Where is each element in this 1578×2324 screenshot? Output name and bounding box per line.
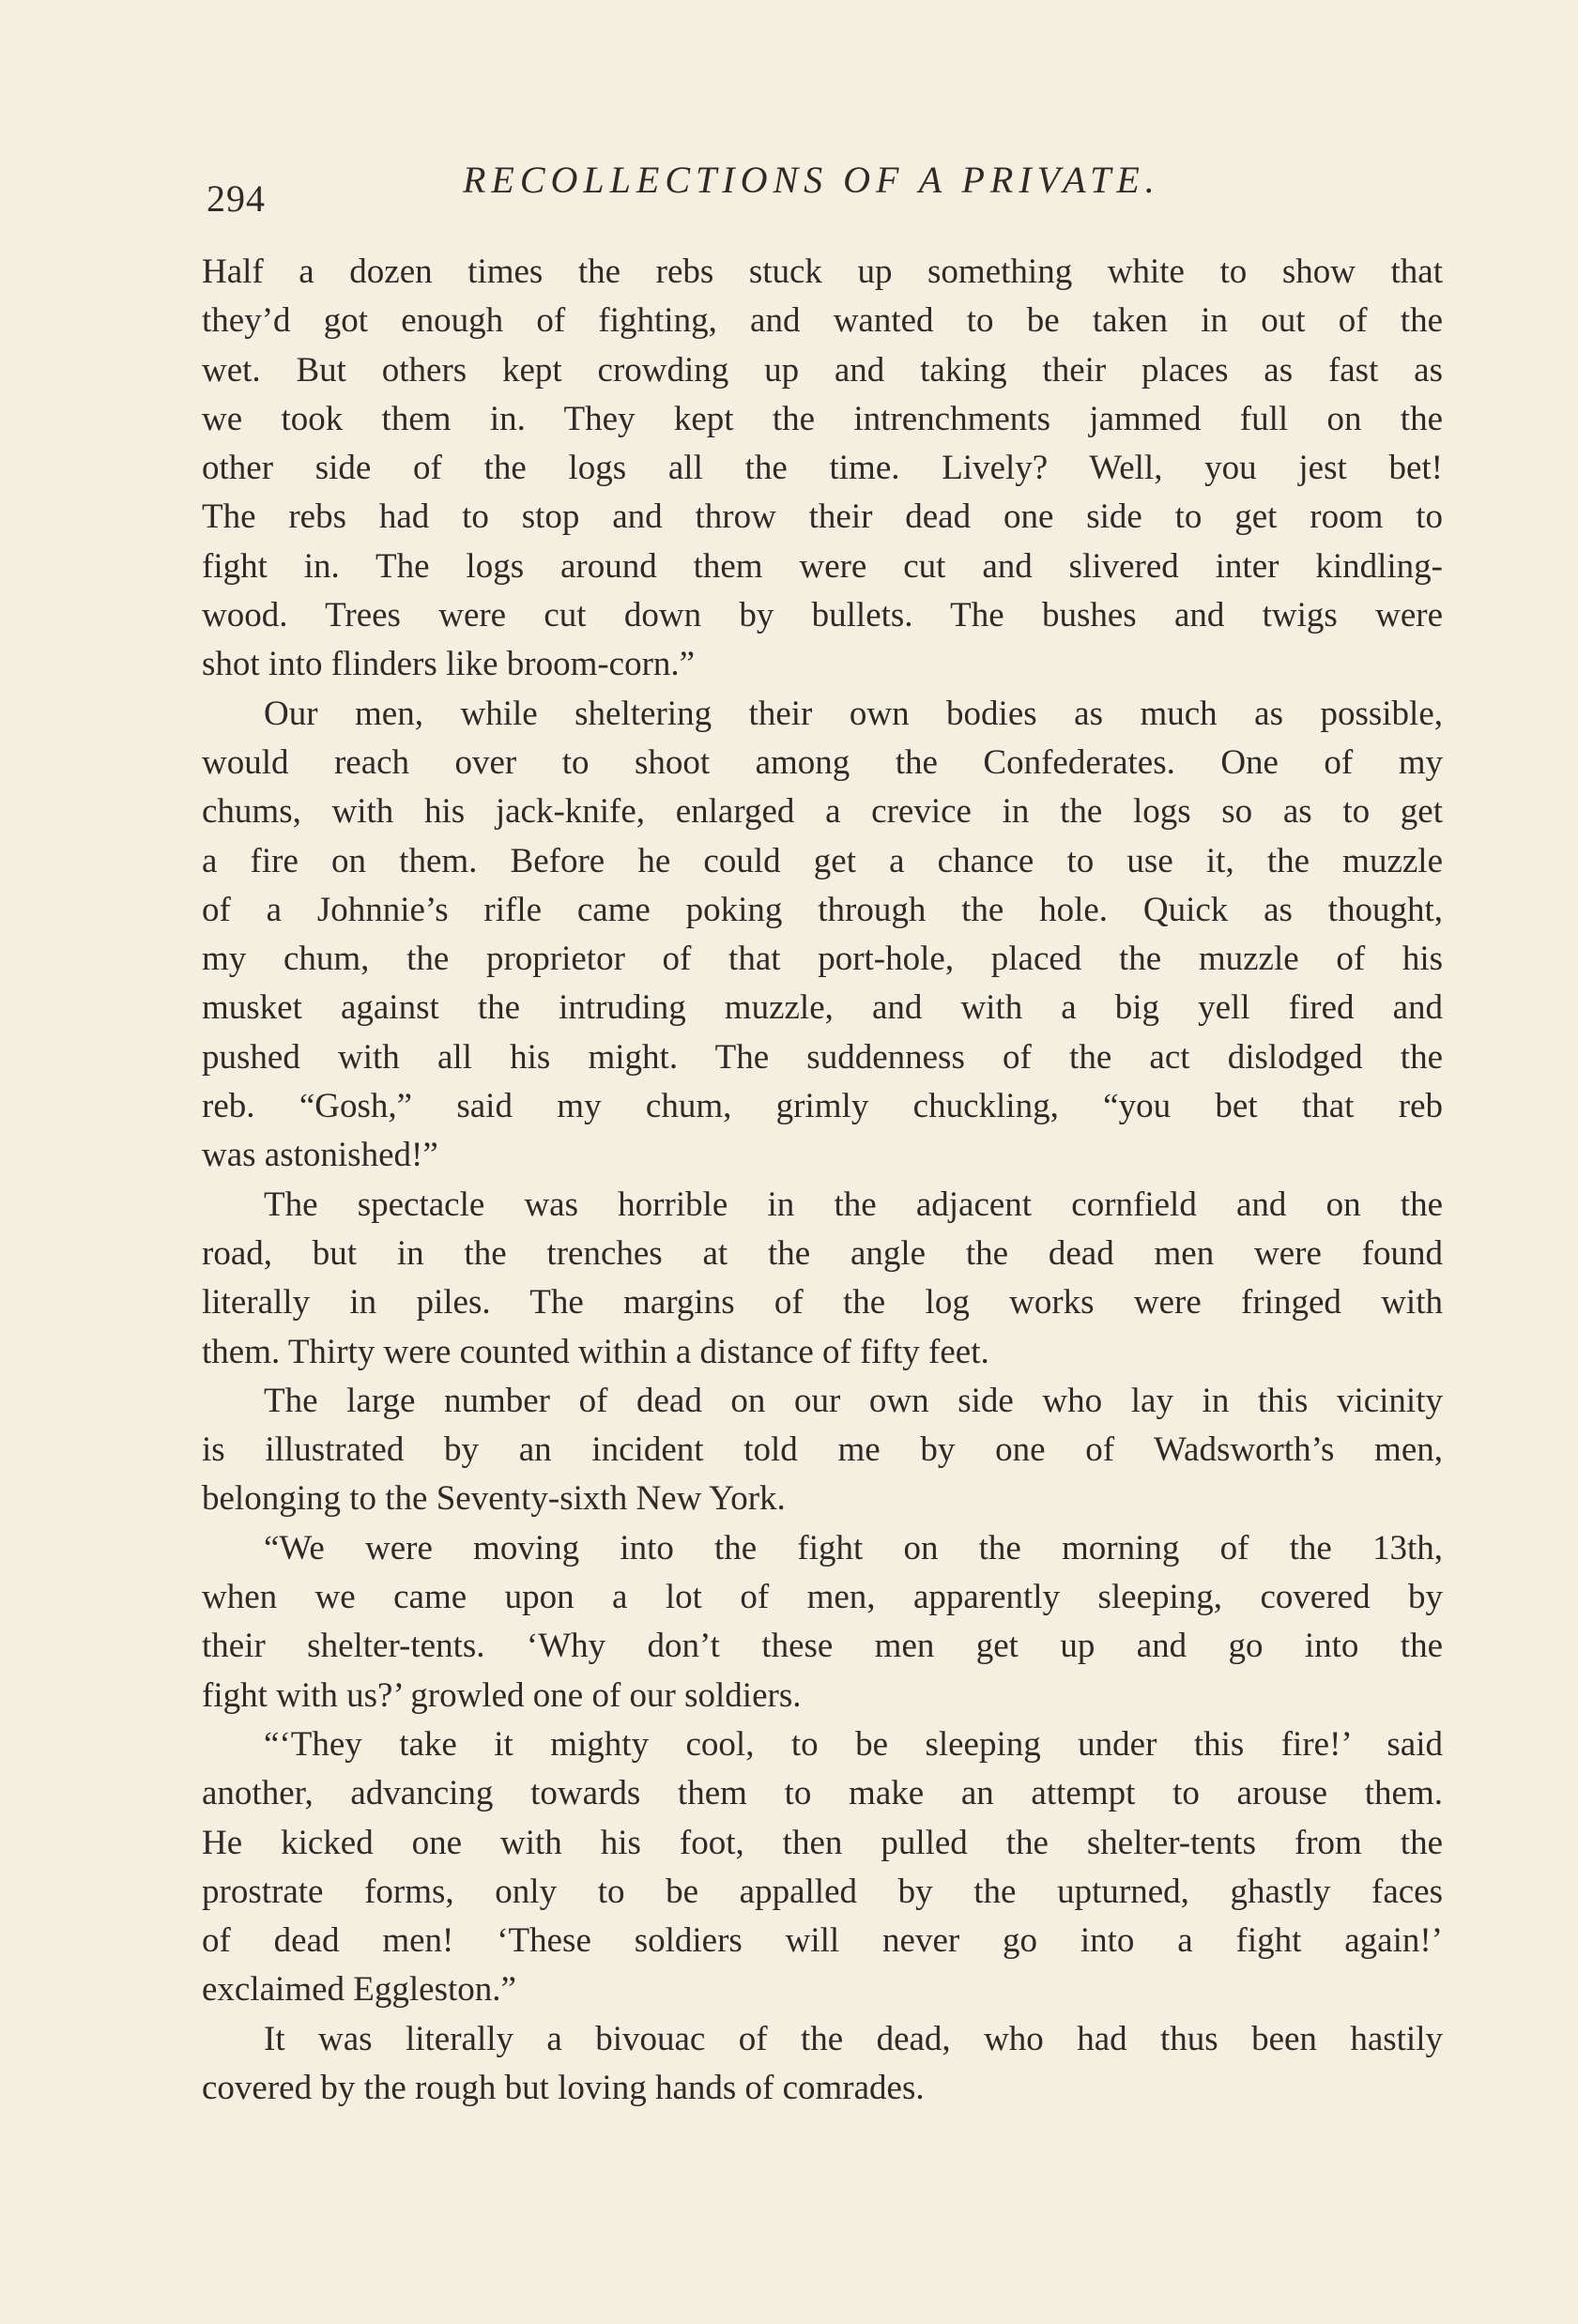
- text-line: my chum, the proprietor of that port-hole, placed the muzzle of his: [202, 940, 1443, 979]
- text-line: of dead men! ‘These soldiers will never go into a fight again!’: [202, 1921, 1443, 1961]
- text-line: their shelter-tents. ‘Why don’t these men get up and go into the: [202, 1627, 1443, 1666]
- text-line: fight in. The logs around them were cut and slivered inter kindling-: [202, 546, 1443, 586]
- text-line: road, but in the trenches at the angle the dead men were found: [202, 1233, 1443, 1273]
- text-line: is illustrated by an incident told me by one of Wadsworth’s men,: [202, 1430, 1443, 1470]
- text-line: He kicked one with his foot, then pulled the shelter-tents from the: [202, 1823, 1443, 1862]
- text-line: we took them in. They kept the intrenchments jammed full on the: [202, 399, 1443, 438]
- text-line: Half a dozen times the rebs stuck up something white to show that: [202, 252, 1443, 291]
- text-line: fight with us?’ growled one of our soldiers.: [202, 1675, 802, 1715]
- text-line: Our men, while sheltering their own bodies as much as possible,: [264, 694, 1443, 733]
- text-line: “We were moving into the fight on the morning of the 13th,: [264, 1528, 1443, 1567]
- text-line: prostrate forms, only to be appalled by the upturned, ghastly faces: [202, 1872, 1443, 1911]
- text-line: It was literally a bivouac of the dead, who had thus been hastily: [264, 2019, 1443, 2058]
- text-line: reb. “Gosh,” said my chum, grimly chuckling, “you bet that reb: [202, 1087, 1443, 1126]
- text-line: when we came upon a lot of men, apparently sleeping, covered by: [202, 1578, 1443, 1617]
- text-line: was astonished!”: [202, 1136, 438, 1175]
- running-head: RECOLLECTIONS OF A PRIVATE.: [463, 159, 1160, 201]
- text-line: The spectacle was horrible in the adjacent cornfield and on the: [264, 1185, 1443, 1224]
- text-line: exclaimed Eggleston.”: [202, 1970, 516, 2010]
- text-line: would reach over to shoot among the Confederates. One of my: [202, 742, 1443, 782]
- text-line: they’d got enough of fighting, and wanted to be taken in out of the: [202, 301, 1443, 341]
- text-line: The rebs had to stop and throw their dead one side to get room to: [202, 497, 1443, 537]
- text-line: another, advancing towards them to make an attempt to arouse them.: [202, 1774, 1443, 1813]
- text-line: covered by the rough but loving hands of comrades.: [202, 2068, 925, 2107]
- text-line: of a Johnnie’s rifle came poking through the hole. Quick as thought,: [202, 890, 1443, 929]
- page-number: 294: [207, 177, 266, 220]
- text-line: shot into flinders like broom-corn.”: [202, 645, 696, 684]
- body-text: [202, 248, 1443, 2113]
- text-line: “‘They take it mighty cool, to be sleeping under this fire!’ said: [264, 1724, 1443, 1764]
- text-line: them. Thirty were counted within a distance of fifty feet.: [202, 1332, 989, 1371]
- text-line: other side of the logs all the time. Lively? Well, you jest bet!: [202, 449, 1443, 488]
- page-header: [207, 158, 1446, 220]
- text-line: musket against the intruding muzzle, and with a big yell fired and: [202, 988, 1443, 1028]
- text-line: a fire on them. Before he could get a chance to use it, the muzzle: [202, 841, 1443, 880]
- text-line: wet. But others kept crowding up and taking their places as fast as: [202, 350, 1443, 390]
- text-line: belonging to the Seventy-sixth New York.: [202, 1479, 786, 1519]
- text-line: chums, with his jack-knife, enlarged a crevice in the logs so as to get: [202, 792, 1443, 832]
- text-line: wood. Trees were cut down by bullets. The bushes and twigs were: [202, 596, 1443, 635]
- text-line: The large number of dead on our own side who lay in this vicinity: [264, 1381, 1443, 1420]
- text-line: pushed with all his might. The suddenness of the act dislodged the: [202, 1037, 1443, 1077]
- text-line: literally in piles. The margins of the log works were fringed with: [202, 1283, 1443, 1323]
